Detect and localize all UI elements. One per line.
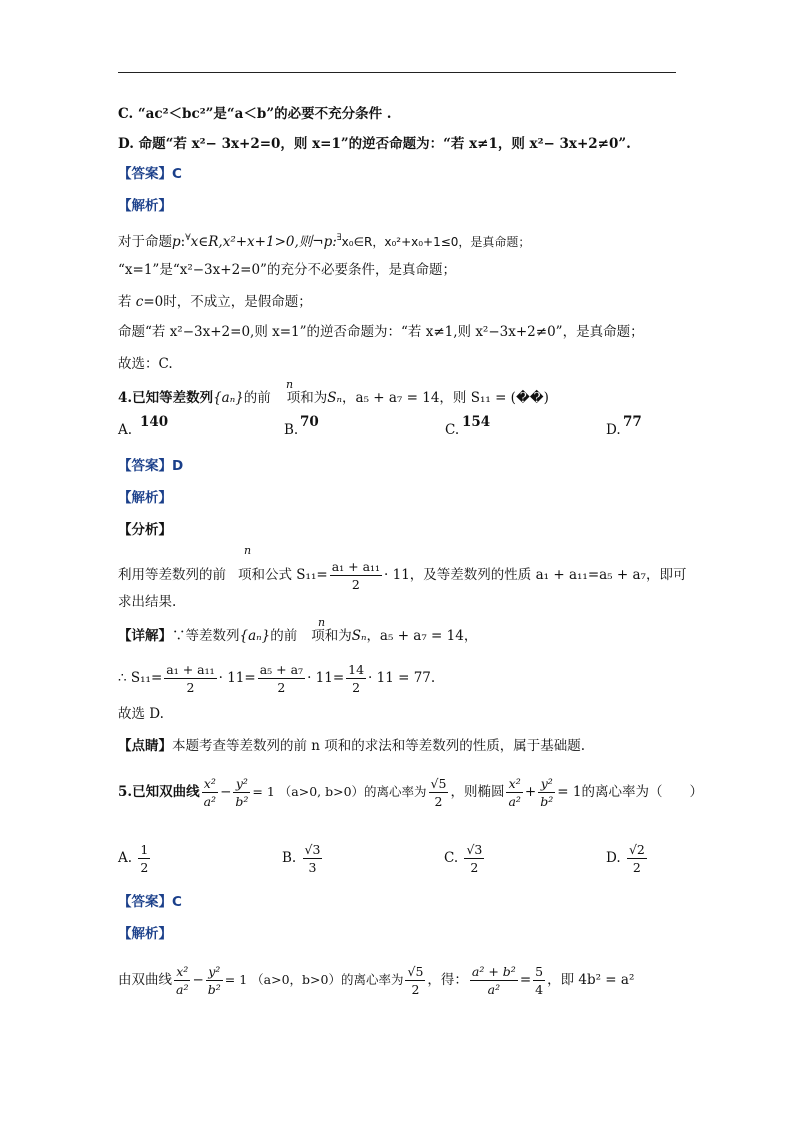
answer-tag: 【答案】 [118, 458, 172, 474]
denominator: b² [207, 982, 221, 997]
q4-option-d: D. [606, 422, 621, 438]
numerator: a₁ + a₁₁ [331, 559, 381, 574]
numerator: √5 [407, 964, 424, 979]
text: = [519, 972, 532, 988]
denominator: 3 [308, 860, 317, 875]
q5-stem [118, 770, 703, 814]
q5-analysis-tag: 【解析】 [118, 926, 172, 942]
forall-symbol: ∀ [185, 233, 191, 243]
numerator: y² [206, 963, 223, 981]
text: 若 [118, 294, 136, 310]
q4-option-a [118, 422, 132, 438]
text: ，得： [427, 972, 468, 988]
text: ∵等差数列 [172, 628, 240, 644]
q4-stem [118, 388, 549, 408]
text: = 1 （a>0, b>0）的离心率为 [252, 784, 427, 799]
q5-option-a [118, 838, 152, 878]
option-label: B. [282, 850, 297, 866]
text: x∈R,x²+x+1>0,则¬p: [190, 234, 337, 250]
fraction [346, 661, 366, 696]
q3-analysis-line-2: “x=1”是“x²−3x+2=0”的充分不必要条件，是真命题； [118, 262, 456, 278]
answer-value: C [172, 166, 182, 182]
denominator: a² [487, 982, 501, 997]
text: + [524, 784, 537, 800]
text: 项和为 [286, 390, 328, 406]
denominator: 2 [470, 860, 479, 875]
q5-answer [118, 892, 182, 912]
fraction [303, 841, 323, 876]
numerator: a² + b² [471, 964, 516, 979]
q4-answer [118, 456, 183, 476]
q5-option-d [606, 838, 649, 878]
q5-solution [118, 958, 634, 1002]
q4-option-d-value: 77 [623, 414, 642, 430]
text: 利用等差数列的前 [118, 567, 226, 583]
note-tag: 【点睛】 [118, 738, 172, 754]
fraction [464, 841, 484, 876]
text: 项和为 [311, 628, 352, 644]
numerator: a₅ + a₇ [259, 662, 304, 677]
q4-analysis-tag: 【解析】 [118, 490, 172, 506]
q3-answer [118, 164, 182, 184]
answer-tag: 【答案】 [118, 166, 172, 182]
text: p [172, 234, 181, 250]
q4-dianjing [118, 736, 585, 756]
denominator: 2 [351, 577, 360, 592]
fraction [164, 661, 216, 696]
numerator: 14 [348, 662, 365, 677]
text: 的前 [243, 390, 271, 406]
option-label: A. [118, 422, 133, 438]
text: ∴ S₁₁= [118, 670, 163, 686]
fraction [533, 963, 545, 998]
text: ，a₅ + a₇ = 14，则 S₁₁ = (��) [342, 390, 549, 406]
q4-xiangjie-line [118, 626, 477, 646]
denominator: 4 [535, 982, 544, 997]
q3-analysis-tag: 【解析】 [118, 198, 172, 214]
numerator: 1 [140, 842, 149, 857]
fraction [258, 661, 305, 696]
q3-analysis-line-4: 命题“若 x²−3x+2=0,则 x=1”的逆否命题为：“若 x≠1,则 x²−3x+2≠0”，是真命题； [118, 324, 644, 340]
q4-option-b: B. [284, 422, 299, 438]
denominator: b² [540, 794, 554, 809]
text: 由双曲线 [118, 972, 172, 988]
text: ，即 4b² = a² [547, 972, 635, 988]
sum: Sₙ [327, 390, 343, 406]
text: : [180, 234, 186, 250]
denominator: a² [176, 982, 189, 997]
denominator: a² [508, 794, 521, 809]
text: · 11 = 77. [368, 670, 436, 686]
q4-fenxi-line-2: 求出结果. [118, 594, 177, 610]
q3-analysis-line-3 [118, 292, 312, 312]
numerator: √3 [304, 842, 321, 857]
text: 对于命题 [118, 234, 172, 250]
text: = 1的离心率为（ ） [557, 784, 703, 800]
denominator: 2 [632, 860, 641, 875]
denominator: 2 [277, 680, 286, 695]
text: · 11= [218, 670, 256, 686]
q4-option-c-value: 154 [462, 414, 491, 430]
fraction [174, 963, 190, 998]
fraction [206, 963, 223, 998]
option-label: A. [118, 850, 133, 866]
option-c-line: C. “ac²＜bc²”是“a＜b”的必要不充分条件 . [118, 106, 392, 122]
text: ，a₅ + a₇ = 14， [366, 628, 478, 644]
denominator: 2 [434, 794, 443, 809]
text: = 1 （a>0，b>0）的离心率为 [224, 972, 404, 987]
sequence: {aₙ} [239, 628, 271, 644]
text: 项和公式 S₁₁= [238, 567, 328, 583]
denominator: a² [203, 794, 217, 809]
answer-tag: 【答案】 [118, 894, 172, 910]
denominator: 2 [411, 982, 420, 997]
fraction [506, 775, 522, 810]
numerator: 5 [535, 964, 544, 979]
text: − [192, 972, 204, 988]
text: x₀∈R，x₀²+x₀+1≤0，是真命题； [341, 235, 531, 249]
header-rule [118, 72, 676, 73]
q4-fenxi-line-1 [118, 555, 686, 595]
text: 本题考查等差数列的前 n 项和的求法和等差数列的性质，属于基础题. [172, 738, 586, 754]
numerator: y² [233, 775, 250, 793]
text: ，则椭圆 [450, 784, 505, 800]
fraction [330, 558, 382, 593]
text: · 11= [307, 670, 345, 686]
q4-n-label: n [286, 378, 294, 391]
fraction [429, 775, 449, 810]
option-label: C. [444, 850, 459, 866]
sum: Sₙ [351, 628, 367, 644]
denominator: b² [235, 794, 249, 809]
numerator: √2 [628, 842, 645, 857]
q4-f-n-label: n [244, 544, 252, 557]
text: 的前 [270, 628, 298, 644]
numerator: a₁ + a₁₁ [166, 662, 215, 677]
exists-symbol: ∃ [336, 233, 342, 243]
q5-option-b [282, 838, 324, 878]
fraction [470, 963, 518, 998]
q3-analysis-line-1 [118, 228, 530, 252]
text: 5.已知双曲线 [118, 784, 200, 800]
fraction [405, 963, 425, 998]
numerator: √5 [430, 776, 447, 791]
denominator: 2 [186, 680, 195, 695]
fraction [233, 775, 250, 810]
answer-value: D [172, 458, 184, 474]
numerator: x² [202, 775, 218, 793]
denominator: 2 [352, 680, 361, 695]
q5-option-c [444, 838, 486, 878]
text: 4.已知等差数列 [118, 390, 214, 406]
fraction [627, 841, 647, 876]
text: =0时，不成立，是假命题； [143, 294, 312, 310]
q4-fenxi-tag: 【分析】 [118, 522, 172, 538]
fraction [202, 775, 218, 810]
fraction [138, 841, 150, 876]
q4-choose: 故选 D. [118, 706, 164, 722]
numerator: √3 [466, 842, 483, 857]
q4-xj-n-label: n [318, 616, 326, 629]
detail-tag: 【详解】 [118, 628, 172, 644]
text: · 11，及等差数列的性质 a₁ + a₁₁=a₅ + a₇，即可 [384, 567, 687, 583]
option-label: D. [606, 850, 621, 866]
answer-value: C [172, 894, 182, 910]
text: c [135, 294, 144, 310]
denominator: 2 [140, 860, 149, 875]
q3-choose: 故选：C. [118, 356, 173, 372]
q4-equation [118, 658, 435, 698]
numerator: y² [538, 775, 555, 793]
option-d-line: D. 命题“若 x²− 3x+2=0，则 x=1”的逆否命题为：“若 x≠1，则 x²− 3x+2≠0”. [118, 136, 631, 152]
sequence: {aₙ} [213, 390, 244, 406]
numerator: x² [174, 963, 190, 981]
q4-option-a-value: 140 [140, 414, 169, 430]
numerator: x² [506, 775, 522, 793]
fraction [538, 775, 555, 810]
text: − [220, 784, 232, 800]
q4-option-b-value: 70 [300, 414, 319, 430]
q4-option-c: C. [445, 422, 460, 438]
